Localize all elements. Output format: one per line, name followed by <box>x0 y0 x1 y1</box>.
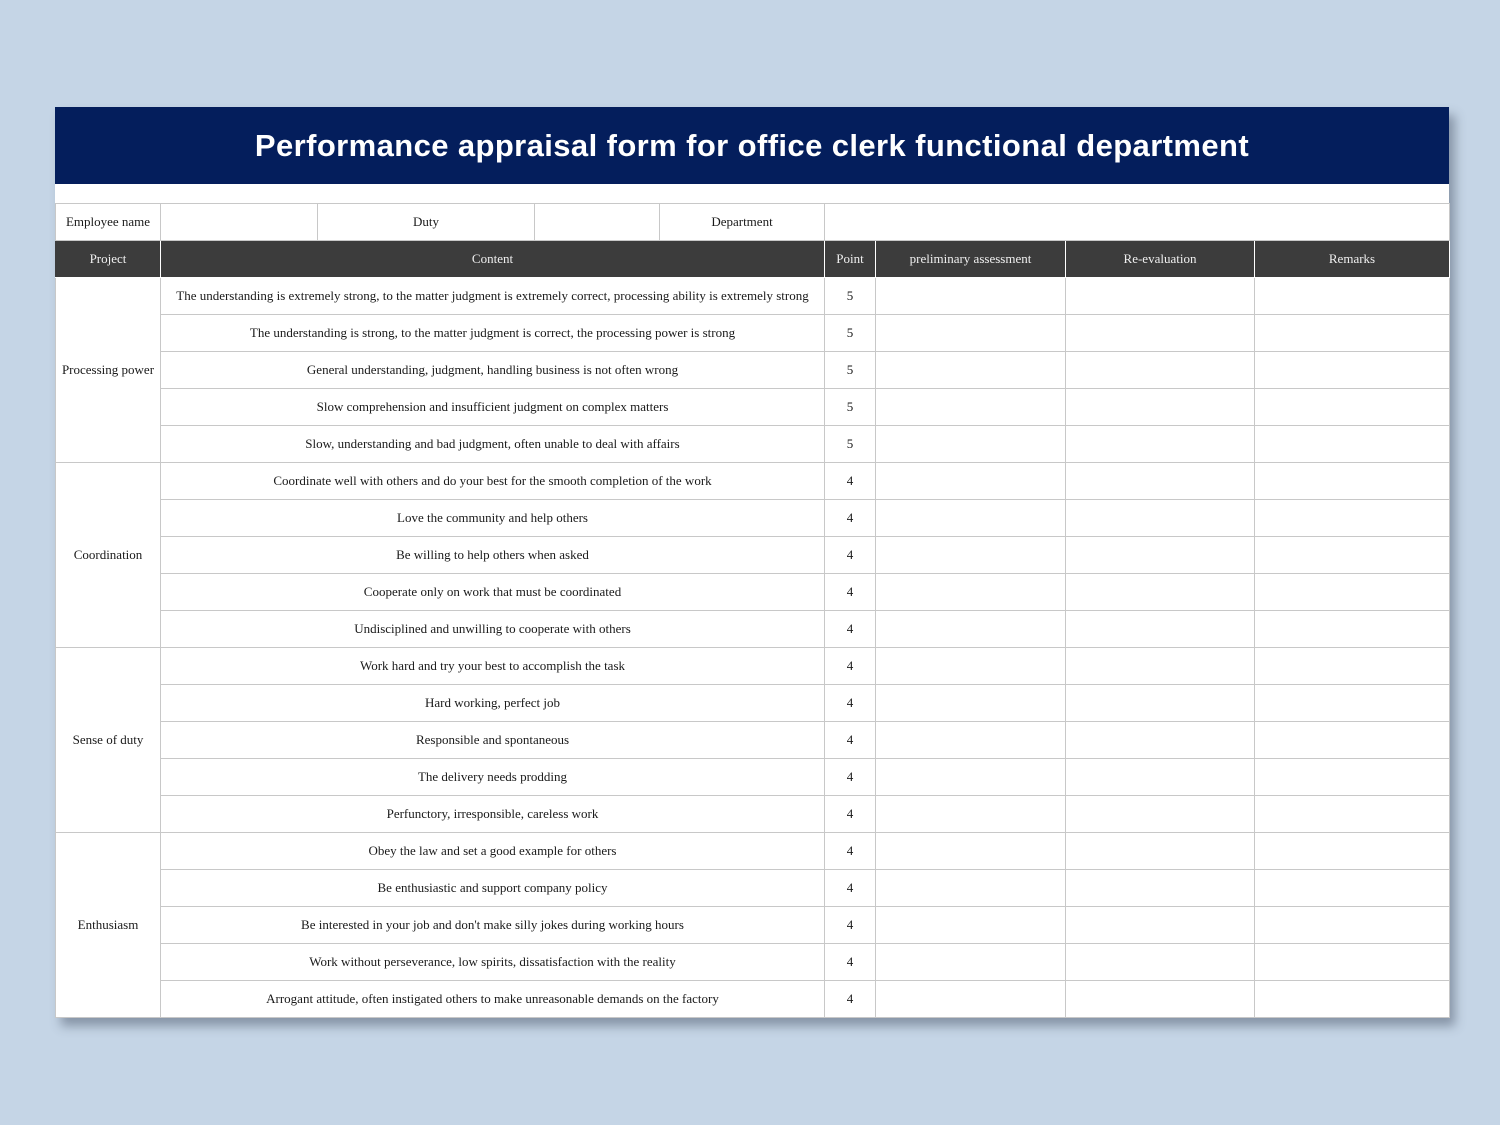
point-cell: 5 <box>825 352 876 389</box>
point-cell: 4 <box>825 574 876 611</box>
table-row <box>56 981 1450 1018</box>
table-row <box>56 315 1450 352</box>
re-evaluation-cell[interactable] <box>1066 611 1255 648</box>
point-cell: 4 <box>825 870 876 907</box>
table-row <box>56 389 1450 426</box>
content-cell: Slow comprehension and insufficient judgment on complex matters <box>161 389 825 426</box>
remarks-cell[interactable] <box>1255 278 1450 315</box>
re-evaluation-cell[interactable] <box>1066 796 1255 833</box>
point-cell: 4 <box>825 722 876 759</box>
preliminary-assessment-cell[interactable] <box>876 537 1066 574</box>
content-cell: The delivery needs prodding <box>161 759 825 796</box>
appraisal-sheet <box>55 107 1449 1018</box>
department-label: Department <box>660 204 825 241</box>
table-row <box>56 685 1450 722</box>
point-cell: 4 <box>825 648 876 685</box>
point-cell: 4 <box>825 537 876 574</box>
re-evaluation-cell[interactable] <box>1066 500 1255 537</box>
remarks-cell[interactable] <box>1255 833 1450 870</box>
table-row <box>56 278 1450 315</box>
point-cell: 4 <box>825 611 876 648</box>
table-row <box>56 611 1450 648</box>
remarks-cell[interactable] <box>1255 648 1450 685</box>
content-cell: General understanding, judgment, handling business is not often wrong <box>161 352 825 389</box>
remarks-cell[interactable] <box>1255 981 1450 1018</box>
re-evaluation-cell[interactable] <box>1066 574 1255 611</box>
employee-name-label: Employee name <box>56 204 161 241</box>
project-cell: Coordination <box>56 463 161 648</box>
re-evaluation-cell[interactable] <box>1066 426 1255 463</box>
remarks-cell[interactable] <box>1255 870 1450 907</box>
table-row <box>56 907 1450 944</box>
content-cell: Perfunctory, irresponsible, careless work <box>161 796 825 833</box>
re-evaluation-cell[interactable] <box>1066 537 1255 574</box>
remarks-cell[interactable] <box>1255 796 1450 833</box>
remarks-cell[interactable] <box>1255 685 1450 722</box>
content-cell: Work hard and try your best to accomplish the task <box>161 648 825 685</box>
table-row <box>56 463 1450 500</box>
re-evaluation-cell[interactable] <box>1066 278 1255 315</box>
header-re-evaluation: Re-evaluation <box>1066 241 1255 278</box>
point-cell: 4 <box>825 833 876 870</box>
preliminary-assessment-cell[interactable] <box>876 759 1066 796</box>
employee-name-field[interactable] <box>161 204 318 241</box>
header-point: Point <box>825 241 876 278</box>
department-field[interactable] <box>825 204 1450 241</box>
re-evaluation-cell[interactable] <box>1066 648 1255 685</box>
remarks-cell[interactable] <box>1255 759 1450 796</box>
preliminary-assessment-cell[interactable] <box>876 685 1066 722</box>
content-cell: Be willing to help others when asked <box>161 537 825 574</box>
info-row <box>56 204 1450 241</box>
content-cell: The understanding is extremely strong, to the matter judgment is extremely correct, processing ability is extremely strong <box>161 278 825 315</box>
header-content: Content <box>161 241 825 278</box>
preliminary-assessment-cell[interactable] <box>876 648 1066 685</box>
point-cell: 4 <box>825 907 876 944</box>
duty-field[interactable] <box>535 204 660 241</box>
point-cell: 4 <box>825 796 876 833</box>
re-evaluation-cell[interactable] <box>1066 722 1255 759</box>
content-cell: Love the community and help others <box>161 500 825 537</box>
point-cell: 4 <box>825 463 876 500</box>
content-cell: Cooperate only on work that must be coordinated <box>161 574 825 611</box>
re-evaluation-cell[interactable] <box>1066 463 1255 500</box>
form-title: Performance appraisal form for office clerk functional department <box>55 107 1449 184</box>
content-cell: Hard working, perfect job <box>161 685 825 722</box>
content-cell: The understanding is strong, to the matter judgment is correct, the processing power is strong <box>161 315 825 352</box>
header-remarks: Remarks <box>1255 241 1450 278</box>
content-cell: Work without perseverance, low spirits, dissatisfaction with the reality <box>161 944 825 981</box>
table-row <box>56 574 1450 611</box>
remarks-cell[interactable] <box>1255 352 1450 389</box>
re-evaluation-cell[interactable] <box>1066 352 1255 389</box>
header-row <box>56 241 1450 278</box>
point-cell: 4 <box>825 500 876 537</box>
re-evaluation-cell[interactable] <box>1066 833 1255 870</box>
table-row <box>56 352 1450 389</box>
table-row <box>56 500 1450 537</box>
table-row <box>56 648 1450 685</box>
header-preliminary-assessment: preliminary assessment <box>876 241 1066 278</box>
re-evaluation-cell[interactable] <box>1066 870 1255 907</box>
remarks-cell[interactable] <box>1255 537 1450 574</box>
remarks-cell[interactable] <box>1255 315 1450 352</box>
preliminary-assessment-cell[interactable] <box>876 944 1066 981</box>
point-cell: 4 <box>825 981 876 1018</box>
preliminary-assessment-cell[interactable] <box>876 278 1066 315</box>
point-cell: 5 <box>825 389 876 426</box>
content-cell: Obey the law and set a good example for others <box>161 833 825 870</box>
point-cell: 4 <box>825 944 876 981</box>
preliminary-assessment-cell[interactable] <box>876 463 1066 500</box>
point-cell: 5 <box>825 278 876 315</box>
re-evaluation-cell[interactable] <box>1066 315 1255 352</box>
remarks-cell[interactable] <box>1255 426 1450 463</box>
remarks-cell[interactable] <box>1255 611 1450 648</box>
preliminary-assessment-cell[interactable] <box>876 796 1066 833</box>
table-row <box>56 944 1450 981</box>
content-cell: Be enthusiastic and support company policy <box>161 870 825 907</box>
remarks-cell[interactable] <box>1255 574 1450 611</box>
preliminary-assessment-cell[interactable] <box>876 389 1066 426</box>
point-cell: 5 <box>825 426 876 463</box>
content-cell: Be interested in your job and don't make silly jokes during working hours <box>161 907 825 944</box>
point-cell: 4 <box>825 685 876 722</box>
preliminary-assessment-cell[interactable] <box>876 833 1066 870</box>
project-cell: Sense of duty <box>56 648 161 833</box>
re-evaluation-cell[interactable] <box>1066 944 1255 981</box>
content-cell: Undisciplined and unwilling to cooperate with others <box>161 611 825 648</box>
preliminary-assessment-cell[interactable] <box>876 315 1066 352</box>
header-project: Project <box>56 241 161 278</box>
preliminary-assessment-cell[interactable] <box>876 870 1066 907</box>
table-row <box>56 426 1450 463</box>
content-cell: Slow, understanding and bad judgment, often unable to deal with affairs <box>161 426 825 463</box>
re-evaluation-cell[interactable] <box>1066 907 1255 944</box>
project-cell: Enthusiasm <box>56 833 161 1018</box>
re-evaluation-cell[interactable] <box>1066 685 1255 722</box>
content-cell: Coordinate well with others and do your best for the smooth completion of the work <box>161 463 825 500</box>
remarks-cell[interactable] <box>1255 907 1450 944</box>
preliminary-assessment-cell[interactable] <box>876 426 1066 463</box>
preliminary-assessment-cell[interactable] <box>876 352 1066 389</box>
table-row <box>56 833 1450 870</box>
project-cell: Processing power <box>56 278 161 463</box>
duty-label: Duty <box>318 204 535 241</box>
remarks-cell[interactable] <box>1255 463 1450 500</box>
preliminary-assessment-cell[interactable] <box>876 722 1066 759</box>
re-evaluation-cell[interactable] <box>1066 759 1255 796</box>
remarks-cell[interactable] <box>1255 944 1450 981</box>
table-row <box>56 870 1450 907</box>
table-row <box>56 796 1450 833</box>
remarks-cell[interactable] <box>1255 500 1450 537</box>
preliminary-assessment-cell[interactable] <box>876 611 1066 648</box>
re-evaluation-cell[interactable] <box>1066 389 1255 426</box>
content-cell: Responsible and spontaneous <box>161 722 825 759</box>
table-row <box>56 722 1450 759</box>
content-cell: Arrogant attitude, often instigated others to make unreasonable demands on the factory <box>161 981 825 1018</box>
remarks-cell[interactable] <box>1255 389 1450 426</box>
table-row <box>56 537 1450 574</box>
point-cell: 5 <box>825 315 876 352</box>
preliminary-assessment-cell[interactable] <box>876 500 1066 537</box>
preliminary-assessment-cell[interactable] <box>876 907 1066 944</box>
remarks-cell[interactable] <box>1255 722 1450 759</box>
point-cell: 4 <box>825 759 876 796</box>
appraisal-table <box>55 203 1450 1018</box>
preliminary-assessment-cell[interactable] <box>876 981 1066 1018</box>
table-row <box>56 759 1450 796</box>
re-evaluation-cell[interactable] <box>1066 981 1255 1018</box>
preliminary-assessment-cell[interactable] <box>876 574 1066 611</box>
